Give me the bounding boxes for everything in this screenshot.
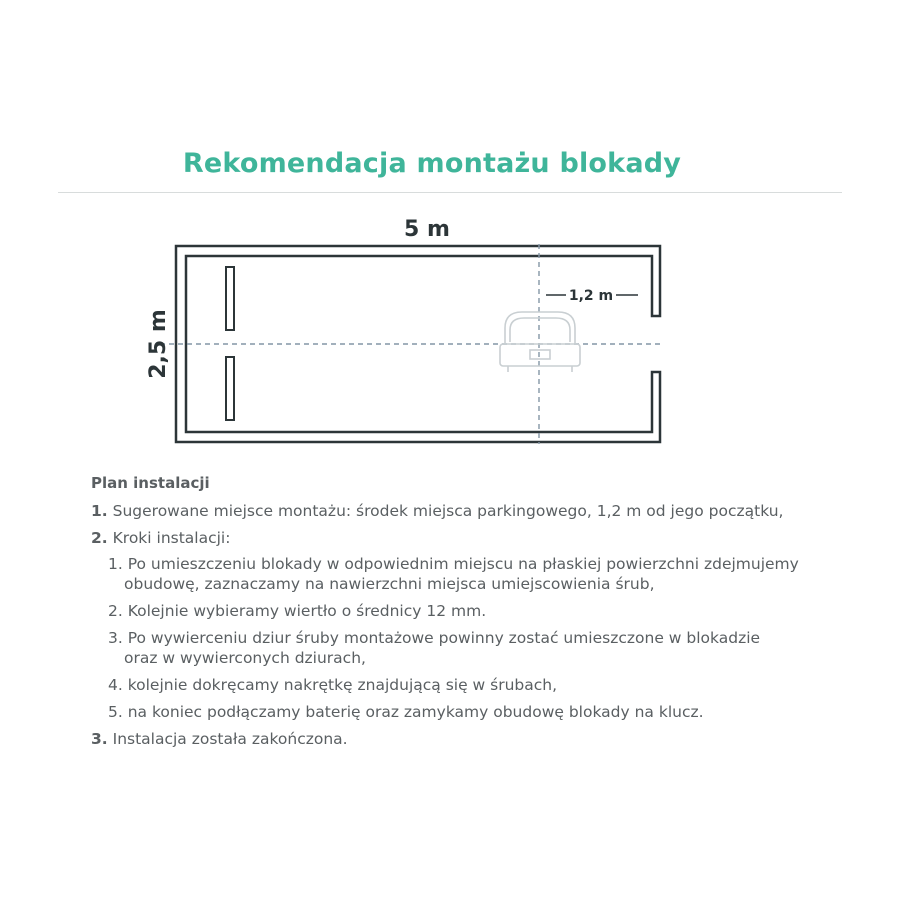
substep-1-line-1: 1. Po umieszczeniu blokady w odpowiednim miejscu na płaskiej powierzchni zdejmujemy	[108, 555, 799, 573]
step-2	[91, 529, 230, 548]
step-text: Kroki instalacji:	[112, 529, 231, 547]
parking-blocker-icon	[500, 312, 580, 372]
step-number: 2.	[91, 529, 108, 547]
substep-5: 5. na koniec podłączamy baterię oraz zamykamy obudowę blokady na klucz.	[108, 703, 704, 721]
step-number: 1.	[91, 502, 108, 520]
offset-label: 1,2 m	[568, 288, 614, 304]
plan-heading: Plan instalacji	[91, 474, 210, 492]
step-text: Instalacja została zakończona.	[112, 730, 348, 748]
step-3	[91, 730, 348, 749]
substep-4: 4. kolejnie dokręcamy nakrętkę znajdującą się w śrubach,	[108, 676, 558, 694]
height-label: 2,5 m	[146, 309, 171, 379]
wheel-stop-top	[226, 267, 234, 330]
substep-3-line-2: oraz w wywierconych dziurach,	[124, 649, 366, 667]
substep-2: 2. Kolejnie wybieramy wiertło o średnicy 12 mm.	[108, 602, 487, 620]
wheel-stop-bottom	[226, 357, 234, 420]
step-text: Sugerowane miejsce montażu: środek miejsca parkingowego, 1,2 m od jego początku,	[112, 502, 784, 520]
step-1	[91, 502, 783, 521]
page-title: Rekomendacja montażu blokady	[182, 148, 682, 179]
substep-3-line-1: 3. Po wywierceniu dziur śruby montażowe powinny zostać umieszczone w blokadzie	[108, 629, 761, 647]
width-label: 5 m	[404, 217, 450, 242]
substep-1-line-2: obudowę, zaznaczamy na nawierzchni miejsca umiejscowienia śrub,	[124, 575, 655, 593]
step-number: 3.	[91, 730, 108, 748]
